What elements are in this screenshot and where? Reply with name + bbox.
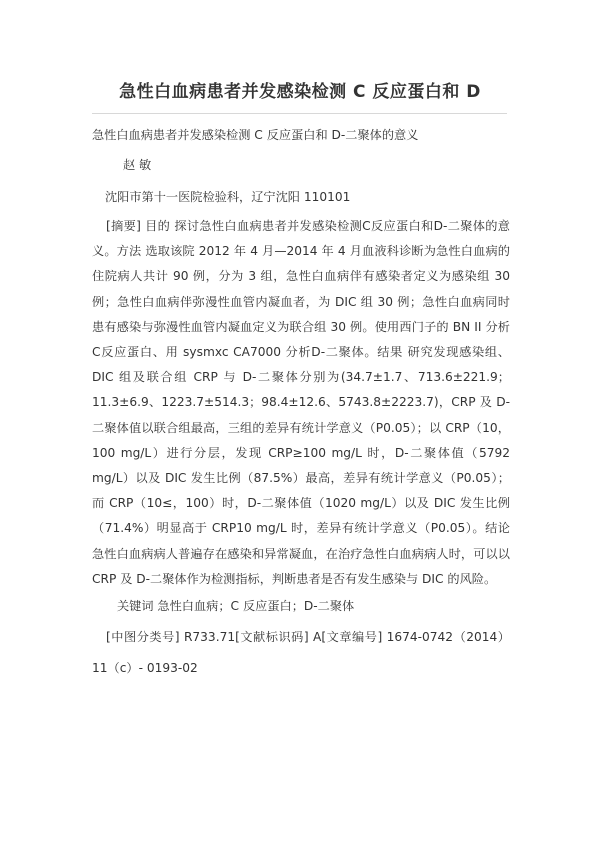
author-affiliation: 沈阳市第十一医院检验科，辽宁沈阳 110101 [105, 190, 351, 204]
abstract-paragraph: [摘要] 目的 探讨急性白血病患者并发感染检测C反应蛋白和D-二聚体的意义。方法 选取该院 2012 年 4 月—2014 年 4 月血液科诊断为急性白血病的住院病人共计 90 例，分为 3 组，急性白血病伴有感染者定义为感染组 30 例；急性白血病伴弥漫性血管内凝血者，为 DIC 组 30 例；急性白血病同时患有感染与弥漫性血管内凝血定义为联合组 30 例。使用西门子的 BN II 分析C反应蛋白、用 sysmxc CA7000 分析D-二聚体。结果 研究发现感染组、DIC 组及联合组 CRP 与 D-二聚体分别为(34.7±1.7、713.6±221.9；11.3±6.9、1223.7±514.3；98.4±12.6、5743.8±2223.7)，CRP 及 D-二聚体值以联合组最高，三组的差异有统计学意义（P0.05）；以 CRP（10，100 mg/L）进行分层，发现 CRP≥100 mg/L 时，D-二聚体值（5792 mg/L）以及 DIC 发生比例（87.5%）最高，差异有统计学意义（P0.05）；而 CRP（10≤，100）时，D-二聚体值（1020 mg/L）以及 DIC 发生比例（71.4%）明显高于 CRP10 mg/L 时，差异有统计学意义（P0.05）。结论 急性白血病病人普遍存在感染和异常凝血，在治疗急性白血病病人时，可以以 CRP 及 D-二聚体作为检测指标，判断患者是否有发生感染与 DIC 的风险。 [92, 219, 510, 586]
classification-line: [中图分类号] R733.71[文献标识码] A[文章编号] 1674-0742（2014）11（c）- 0193-02 [92, 630, 510, 676]
article-subtitle: 急性白血病患者并发感染检测 C 反应蛋白和 D-二聚体的意义 [92, 128, 419, 142]
article-body [92, 123, 510, 684]
page-title: 急性白血病患者并发感染检测 C 反应蛋白和 D [119, 82, 481, 102]
title-divider [92, 113, 507, 114]
keywords-line: 关键词 急性白血病；C 反应蛋白；D-二聚体 [117, 599, 355, 614]
author-name: 赵 敏 [123, 158, 152, 172]
